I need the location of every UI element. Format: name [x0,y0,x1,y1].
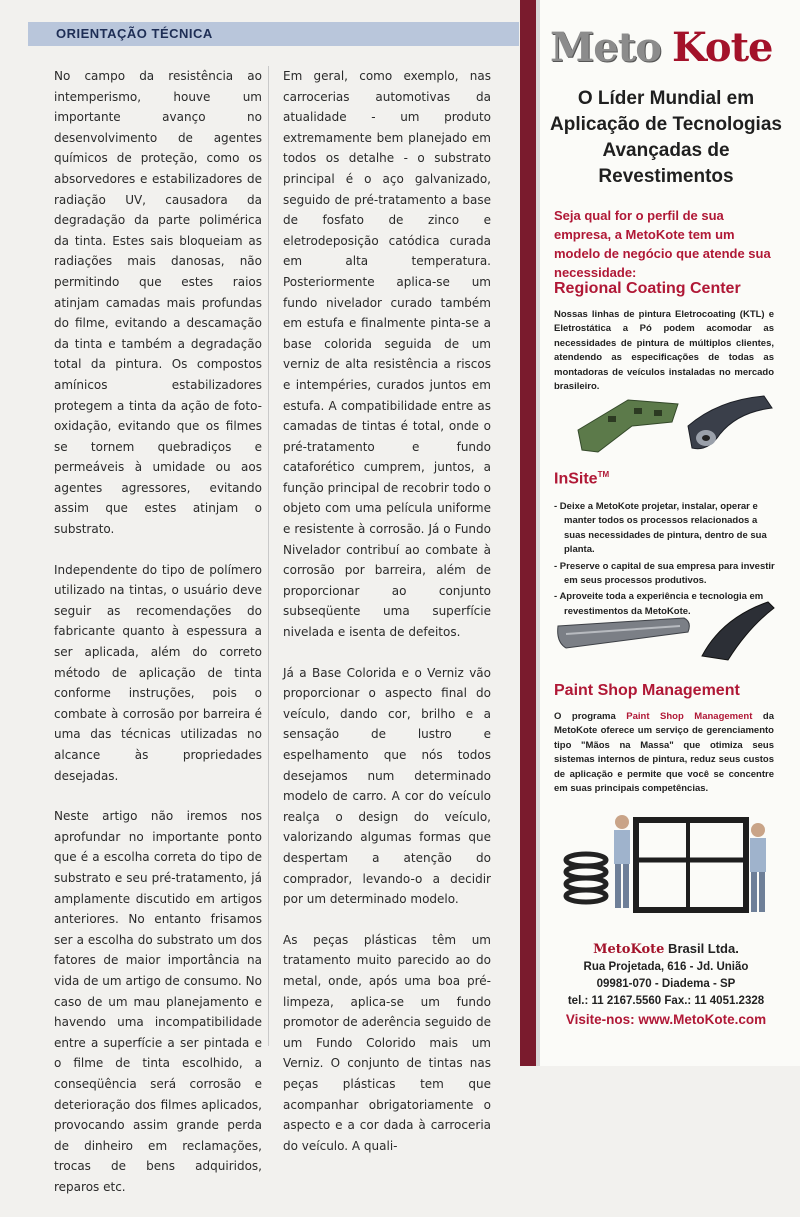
insite-title-text: InSite [554,470,598,488]
article-column-2 [283,66,491,1176]
ad-footer [548,940,784,1010]
worker-right [750,823,766,912]
psm-highlight: Paint Shop Management [626,711,753,722]
company-address: Rua Projetada, 616 - Jd. União [583,961,749,973]
paint-shop-text [554,710,774,796]
green-bracket-part [578,400,678,452]
workers-photo [558,800,780,930]
article-paragraph: No campo da resistência ao intemperismo, houve um importante avanço no desenvolvimento de agentes químicos de proteção, como os absorvedores e estabilizadores de radiação UV, causadora da degradação da parte polimérica da tinta. Estes sais bloqueiam as radiações mais danosas, não permitindo que estes raios atinjam camadas mais profundas do filme, evitando a descamação da tinta e também a degradação total da pintura. Os compostos amínicos estabilizadores protegem a tinta da ação de foto-oxidação, evitando que os filmes se tornem quebradiços e permeáveis à umidade ou aos agentes agressores, evitando assim que estes atinjam o substrato. [54,69,262,537]
regional-coating-text: Nossas linhas de pintura Eletrocoating (KTL) e Eletrostática a Pó podem acomodar as necessidades de pintura de múltiplos clientes, atendendo as especificações de todas as montadoras de veículos instaladas no mercado brasileiro. [554,309,774,393]
article-column-1 [54,66,262,1217]
insite-bullet: - Deixe a MetoKote projetar, instalar, operar e manter todos os processos relacionados a suas necessidades de pintura, dentro de sua planta. [554,501,767,556]
regional-coating-title: Regional Coating Center [554,280,741,297]
insite-bullet: - Aproveite toda a experiência e tecnologia em revestimentos da MetoKote. [554,591,764,617]
insite-title [554,470,609,488]
bumper-part [558,618,690,648]
article-paragraph: Já a Base Colorida e o Verniz vão proporcionar o aspecto final do veículo, dando cor, brilho e a sensação de lustro e espelhamento que nós todos desejamos num determinado modelo de carro. A cor do veículo realça o design do veículo, valorizando algumas formas que despertam a atenção do comprador, levando-o a decidir por um determinado modelo. [283,665,491,907]
ad-accent-stripe-light [536,0,540,1066]
bumper-parts-image [552,598,778,668]
section-header-bar [28,22,519,46]
trademark-mark: TM [597,470,610,479]
psm-text-part: O programa [554,711,627,722]
article-paragraph: Neste artigo não iremos nos aprofundar no importante ponto que é a escolha correta do tipo de substrato e seu pré-tratamento, já amplamente discutido em artigos anteriores. No entanto frisamos ser a escolha do substrato um dos fatores de maior importância na vida de um artigo de consumo. No caso de um mau planejamento e havendo uma incompatibilidade entre a superfície a ser pintada e o filme de tinta escolhido, a conseqüência será corrosão e deterioração dos filmes aplicados, provocando assim grande perda de dinheiro em reclamações, trocas de bens adquiridos, reparos etc. [54,809,262,1194]
company-phones: tel.: 11 2167.5560 Fax.: 11 4051.2328 [567,995,765,1007]
insite-bullet: - Preserve o capital de sua empresa para investir em seus processos produtivos. [554,560,775,587]
advertisement-content [548,0,784,1066]
logo-meto-text: Meto [550,24,661,71]
company-name [548,940,784,959]
coil-springs [566,854,606,902]
car-frame [636,820,746,910]
psm-text-part: da MetoKote oferece um serviço de gerenciamento tipo "Mãos na Massa" que otimiza seus sistemas internos de pintura, reduz seus custos de aplicação e permite que você se concentre em suas principais competências. [554,711,774,795]
section-header-title: ORIENTAÇÃO TÉCNICA [56,26,213,41]
control-arm-part [688,396,772,449]
company-logo-text: MetoKote [593,942,665,957]
company-city: 09981-070 - Diadema - SP [596,978,736,990]
metokote-logo [548,20,784,76]
fender-part [702,602,774,660]
article-paragraph: Em geral, como exemplo, nas carrocerias automotivas da atualidade - um produto extremamente bem planejado em todos os detalhe - o substrato principal é o aço galvanizado, seguido de pré-tratamento a base de fosfato de zinco e eletrodeposição catódica curada em alta temperatura. Posteriormente aplica-se um fundo nivelador curado também em estufa e finalmente pinta-se a base colorida seguida de um verniz de alta resistência a riscos e intempéries, curados juntos em estufa. A compatibilidade entre as camadas de tintas é total, onde o pré-tratamento e fundo cataforético cumprem, juntos, a função principal de recobrir todo o objeto com uma película uniforme e resistente à corrosão. Já o Fundo Nivelador contribuí ao combate à corrosão por barreira, além de proporcionar ao conjunto subseqüente uma superfície nivelada e isenta de defeitos. [283,69,491,640]
ad-accent-stripe [520,0,536,1066]
worker-left [614,815,630,908]
company-suffix: Brasil Ltda. [664,941,739,956]
website-link[interactable]: Visite-nos: www.MetoKote.com [565,1012,767,1027]
paint-shop-title: Paint Shop Management [554,682,740,699]
article-paragraph: Independente do tipo de polímero utilizado na tintas, o usuário deve seguir as recomendações do fabricante quanto à espessura a ser aplicada, além do correto método de aplicação de tinta conforme instruções, pois o combate à corrosão por barreira é uma das técnicas utilizadas no alcance às propriedades desejadas. [54,562,262,783]
ad-tagline: O Líder Mundial em Aplicação de Tecnologias Avançadas de Revestimentos [550,88,782,187]
column-divider [268,66,269,1046]
logo-kote-text: Kote [672,24,773,71]
metal-parts-image [568,390,778,460]
ad-intro: Seja qual for o perfil de sua empresa, a MetoKote tem um modelo de negócio que atende sua necessidade: [554,208,771,280]
article-paragraph: As peças plásticas têm um tratamento muito parecido ao do metal, onde, após uma boa pré-limpeza, aplica-se um fundo promotor de aderência seguido de um Fundo Colorido mais um Verniz. O conjunto de tintas nas peças plásticas tem que acompanhar obrigatoriamente o aspecto e a cor dada à carroceria do veículo. A quali- [283,932,491,1153]
